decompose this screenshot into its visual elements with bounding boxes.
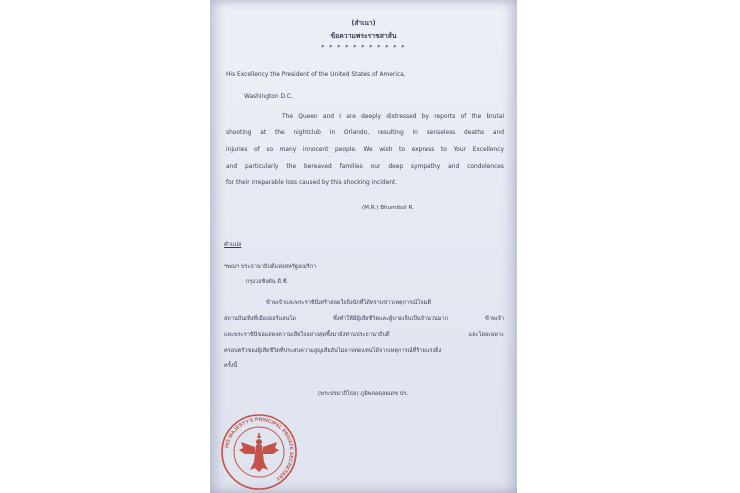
en-addressee: His Excellency the President of the United States of America, [226,72,406,78]
th-signature: (พระปรมาภิไธย) ภูมิพลอดุลยเดช ปร. [318,391,409,397]
en-body-line: The Queen and I are deeply distressed by reports of the brutal [282,114,504,120]
header-stars-divider: * * * * * * * * * * * [321,45,406,51]
en-city: Washington D.C. [244,94,293,100]
th-city: กรุงวอชิงตัน ดี.ซี. [246,279,289,285]
header-copy-label: (สำเนา) [351,19,376,27]
th-body-line: ครอบครัวของผู้เสียชีวิตที่ประสบความสูญเสียอันไม่อาจทดแทนได้จากเหตุการณ์ที่ร้ายแรงยิ่ง [224,348,442,354]
header-title: ข้อความพระราชสาส์น [330,32,397,40]
royal-seal-stamp [219,412,299,492]
en-body-line: for their irreparable loss caused by this shocking incident. [226,180,398,186]
th-body-line: ครั้งนี้ [224,363,238,369]
garuda-emblem-icon [239,432,279,472]
document-page [210,0,517,493]
en-body-line: and particularly the bereaved families our deep sympathy and condolences [226,164,504,170]
en-body-line: shooting at the nightclub in Orlando, resulting in senseless deaths and [226,130,504,136]
th-body-line: สถานบันเทิงที่เมืองออร์แลนโด ซึ่งทำให้มีผู้เสียชีวิตและผู้บาดเจ็บเป็นจำนวนมาก ข้าพเจ้า [224,316,504,322]
th-heading: คำแปล [224,242,242,248]
th-addressee: ฯพณฯ ประธานาธิบดีแห่งสหรัฐอเมริกา [224,264,317,270]
th-body-line: ข้าพเจ้าและพระราชินีเศร้าสลดใจยิ่งนักที่ได้ทราบข่าวเหตุการณ์โจมตี [266,300,431,306]
en-body-line: injuries of so many innocent people. We wish to express to Your Excellency [226,147,504,153]
en-signature: (M.R.) Bhumibol R. [362,205,414,211]
th-body-line: และพระราชินีขอแสดงความเสียใจอย่างสุดซึ้งมายังท่านประธานาธิบดี และโดยเฉพาะ [224,332,504,338]
seal-text: HIS MAJESTY'S PRINCIPAL PRIVATE SECRETARY [224,416,295,482]
